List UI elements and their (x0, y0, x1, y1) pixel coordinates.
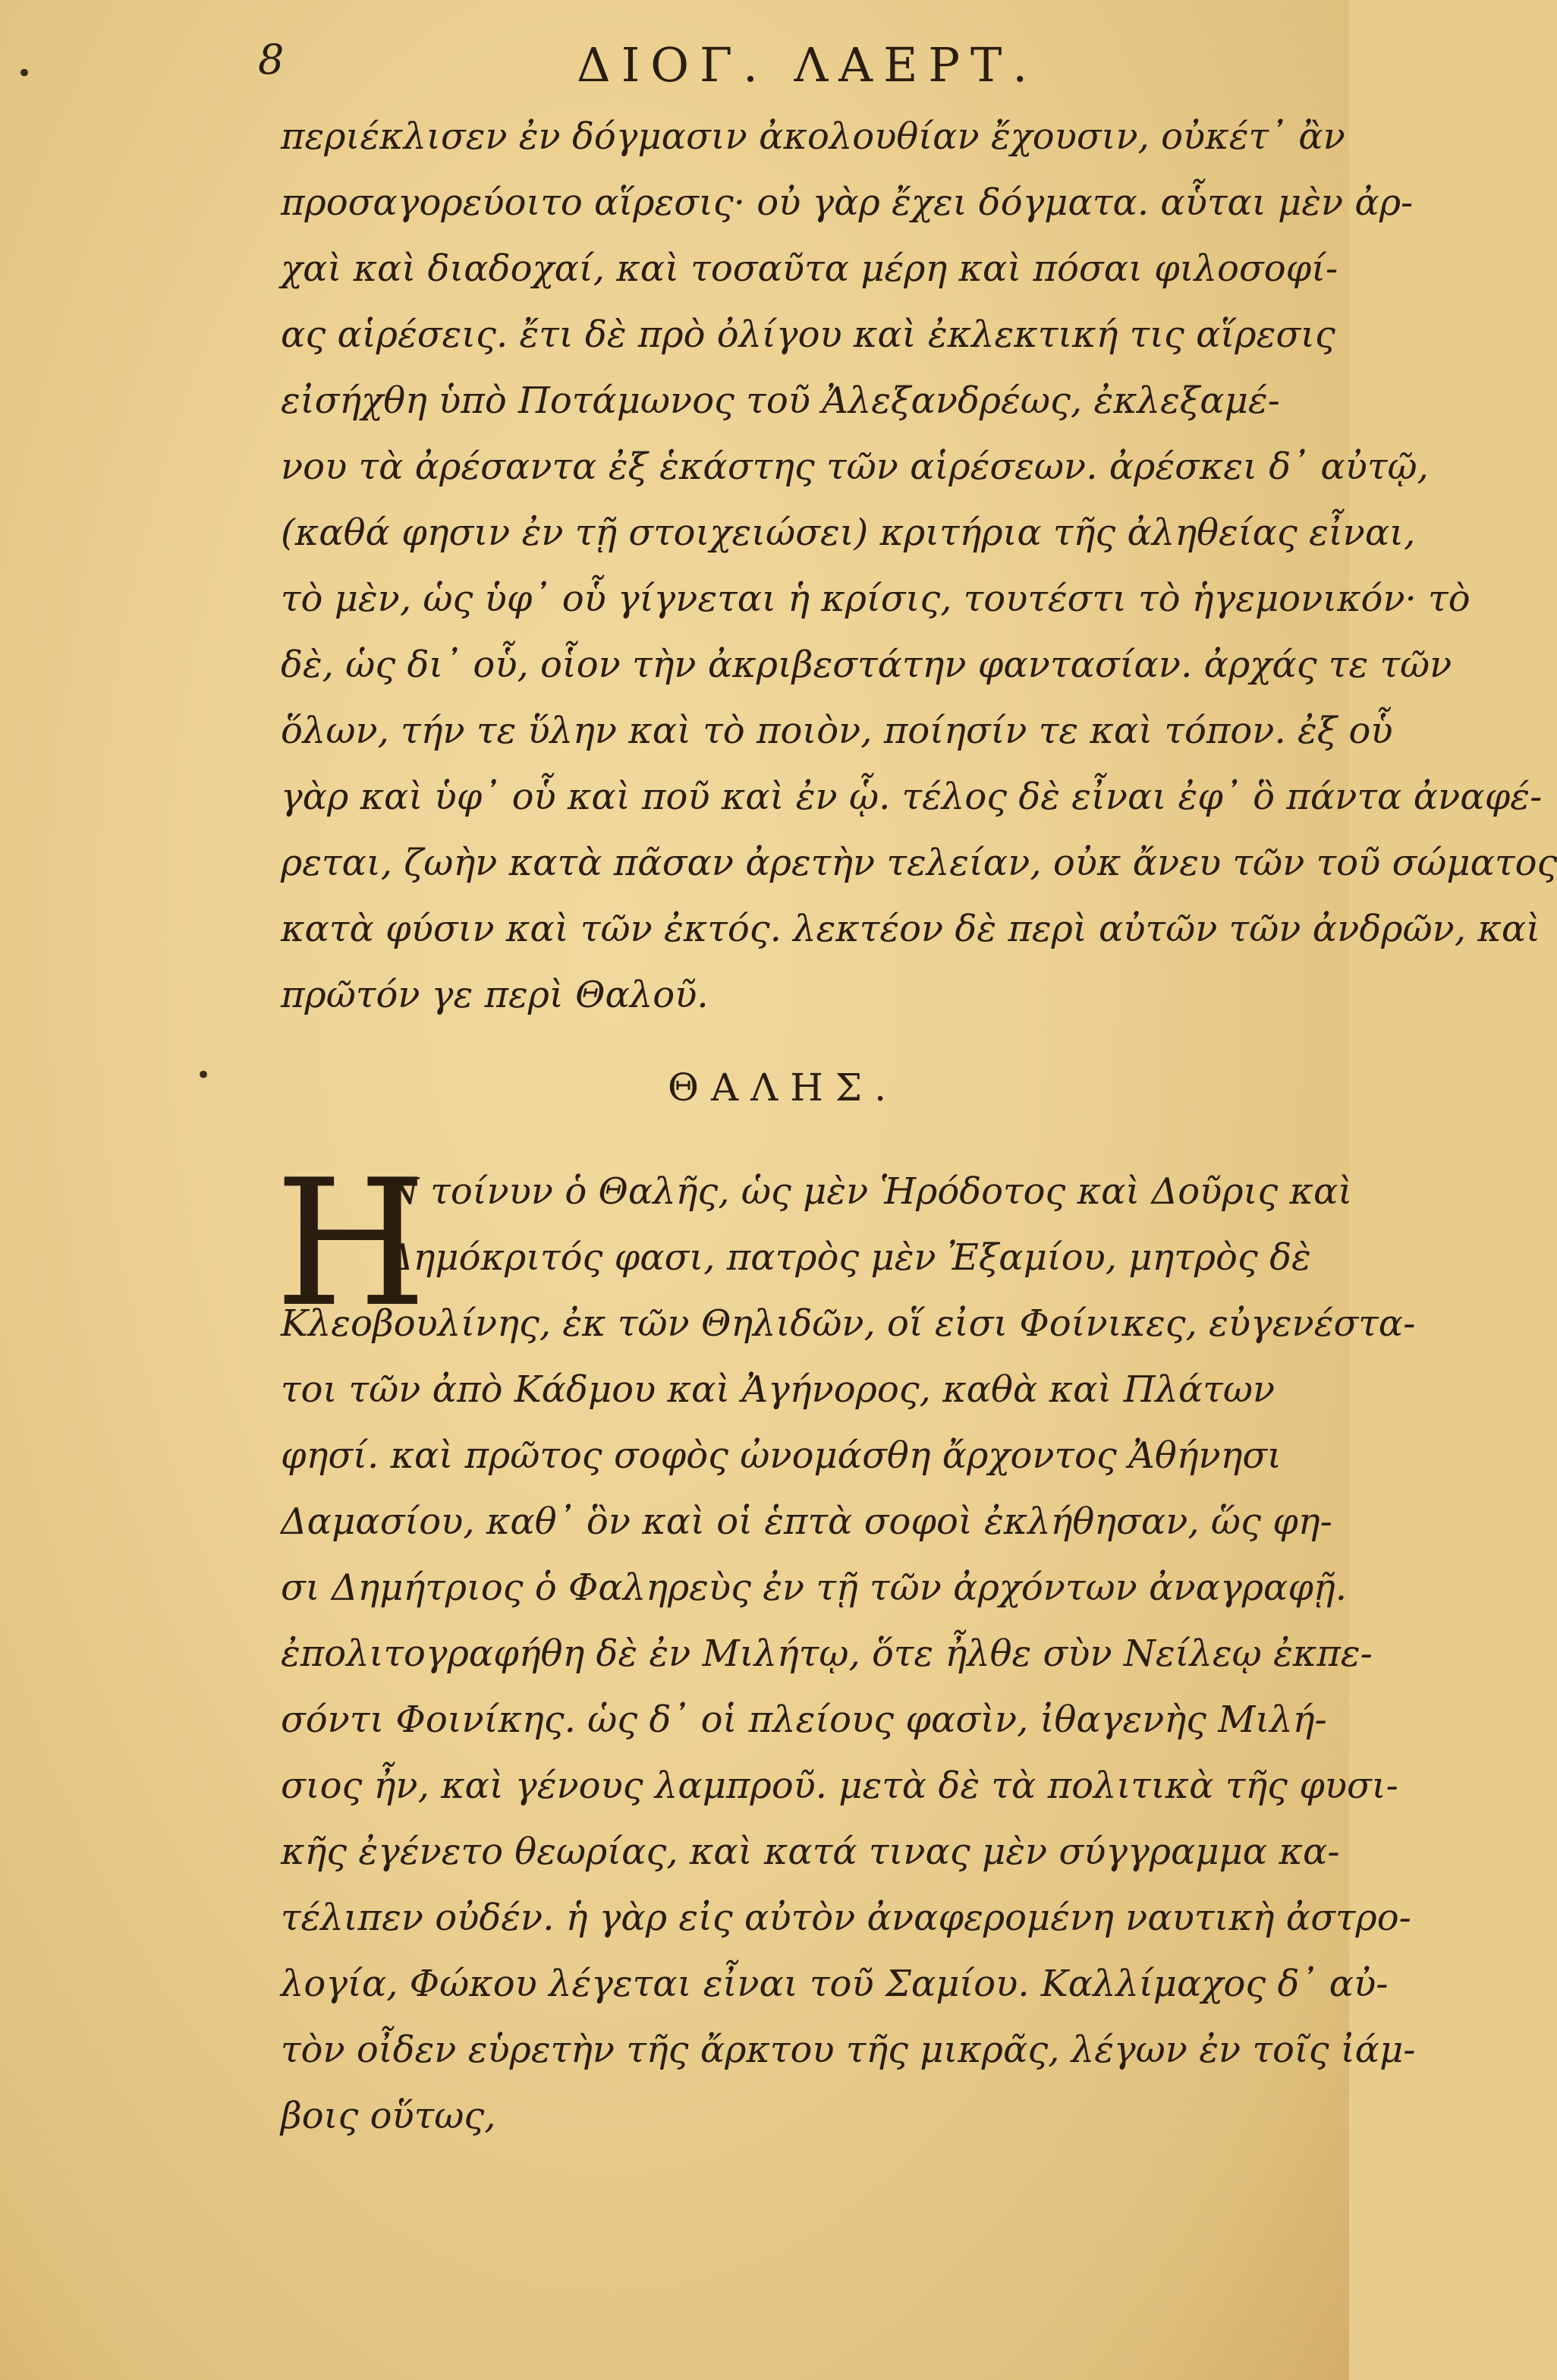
text-line: Κλεοβουλίνης, ἐκ τῶν Θηλιδῶν, οἵ εἰσι Φοίνικες, εὐγενέστα- (281, 1302, 1416, 1345)
text-line: προσαγορεύοιτο αἵρεσις· οὐ γὰρ ἔχει δόγματα. αὗται μὲν ἀρ- (281, 181, 1414, 224)
text-line: Δαμασίου, καθ᾽ ὃν καὶ οἱ ἑπτὰ σοφοὶ ἐκλήθησαν, ὥς φη- (281, 1500, 1332, 1543)
text-line: τὸν οἶδεν εὑρετὴν τῆς ἄρκτου τῆς μικρᾶς, λέγων ἐν τοῖς ἰάμ- (281, 2029, 1416, 2071)
text-line: χαὶ καὶ διαδοχαί, καὶ τοσαῦτα μέρη καὶ πόσαι φιλοσοφί- (281, 247, 1338, 290)
text-line: τοι τῶν ἀπὸ Κάδμου καὶ Ἀγήνορος, καθὰ καὶ Πλάτων (281, 1368, 1275, 1411)
text-line: βοις οὕτως, (281, 2095, 496, 2137)
text-line: περιέκλισεν ἐν δόγμασιν ἀκολουθίαν ἔχουσιν, οὐκέτ᾽ ἂν (281, 115, 1345, 158)
text-line: Ν τοίνυν ὁ Θαλῆς, ὡς μὲν Ἡρόδοτος καὶ Δοῦρις καὶ (387, 1170, 1353, 1213)
page-number: 8 (258, 36, 285, 83)
text-line: δὲ, ὡς δι᾽ οὗ, οἷον τὴν ἀκριβεστάτην φαντασίαν. ἀρχάς τε τῶν (281, 644, 1452, 686)
text-line: ρεται, ζωὴν κατὰ πᾶσαν ἀρετὴν τελείαν, οὐκ ἄνευ τῶν τοῦ σώματος (281, 842, 1557, 884)
text-line: τέλιπεν οὐδέν. ἡ γὰρ εἰς αὐτὸν ἀναφερομένη ναυτικὴ ἀστρο- (281, 1897, 1411, 1939)
text-line: σι Δημήτριος ὁ Φαληρεὺς ἐν τῇ τῶν ἀρχόντων ἀναγραφῇ. (281, 1566, 1348, 1609)
drop-cap: H (275, 1143, 427, 1346)
text-line: πρῶτόν γε περὶ Θαλοῦ. (281, 974, 709, 1016)
text-line: κατὰ φύσιν καὶ τῶν ἐκτός. λεκτέον δὲ περὶ αὐτῶν τῶν ἀνδρῶν, καὶ (281, 908, 1541, 950)
text-line: ἐπολιτογραφήθη δὲ ἐν Μιλήτῳ, ὅτε ἦλθε σὺν Νείλεῳ ἐκπε- (281, 1632, 1373, 1675)
text-line: σόντι Φοινίκης. ὡς δ᾽ οἱ πλείους φασὶν, ἰθαγενὴς Μιλή- (281, 1698, 1327, 1741)
text-line: εἰσήχθη ὑπὸ Ποτάμωνος τοῦ Ἀλεξανδρέως, ἐκλεξαμέ- (281, 379, 1280, 422)
text-line: γὰρ καὶ ὑφ᾽ οὗ καὶ ποῦ καὶ ἐν ᾧ. τέλος δὲ εἶναι ἐφ᾽ ὃ πάντα ἀναφέ- (281, 776, 1543, 818)
text-line: τὸ μὲν, ὡς ὑφ᾽ οὗ γίγνεται ἡ κρίσις, τουτέστι τὸ ἡγεμονικόν· τὸ (281, 578, 1470, 620)
text-line: Δημόκριτός φασι, πατρὸς μὲν Ἐξαμίου, μητρὸς δὲ (387, 1236, 1311, 1279)
text-line: ὅλων, τήν τε ὕλην καὶ τὸ ποιὸν, ποίησίν τε καὶ τόπον. ἐξ οὗ (281, 710, 1393, 752)
text-line: λογία, Φώκου λέγεται εἶναι τοῦ Σαμίου. Καλλίμαχος δ᾽ αὐ- (281, 1963, 1389, 2005)
text-line: (καθά φησιν ἐν τῇ στοιχειώσει) κριτήρια τῆς ἀληθείας εἶναι, (281, 512, 1416, 554)
margin-dot: • (196, 1060, 212, 1091)
text-line: φησί. καὶ πρῶτος σοφὸς ὠνομάσθη ἄρχοντος Ἀθήνησι (281, 1434, 1282, 1477)
margin-dot: • (17, 58, 33, 89)
section-heading: ΘΑΛΗΣ. (668, 1066, 899, 1110)
text-line: σιος ἦν, καὶ γένους λαμπροῦ. μετὰ δὲ τὰ πολιτικὰ τῆς φυσι- (281, 1765, 1398, 1807)
text-line: κῆς ἐγένετο θεωρίας, καὶ κατά τινας μὲν σύγγραμμα κα- (281, 1831, 1340, 1873)
text-line: νου τὰ ἀρέσαντα ἐξ ἑκάστης τῶν αἱρέσεων. ἀρέσκει δ᾽ αὐτῷ, (281, 445, 1429, 488)
text-line: ας αἱρέσεις. ἔτι δὲ πρὸ ὀλίγου καὶ ἐκλεκτική τις αἵρεσις (281, 313, 1335, 356)
running-head: ΔΙΟΓ. ΛΑΕΡΤ. (577, 37, 1039, 93)
